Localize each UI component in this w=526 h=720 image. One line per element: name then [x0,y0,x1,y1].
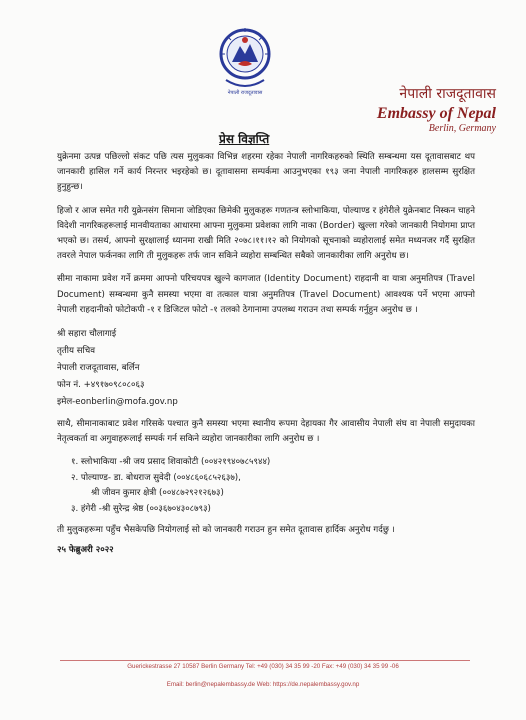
contact-item: २. पोल्याण्ड- डा. बोधराज सुवेदी (००४८६०६८५२६३७), [71,472,241,483]
closing-paragraph: ती मुलुकहरूमा पहुँच भैसकेपछि नियोगलाई सो को जानकारी गराउन हुन समेत दूतावास हार्दिक अनुरोध गर्दछु । [57,525,395,536]
signatory-name: श्री सहारा चौलागाई [57,329,117,340]
footer-divider [60,660,470,661]
embassy-city: Berlin, Germany [428,123,496,134]
document-title: प्रेस विज्ञप्ति [219,132,270,146]
signatory-designation: तृतीय सचिव [57,346,96,357]
contact-list [57,455,475,517]
signatory-email: इमेल-eonberlin@mofa.gov.np [57,397,178,408]
paragraph: हिजो र आज समेत गरी युक्रेनसंग सिमाना जोडिएका छिमेकी मुलुकहरू गणतन्त्र स्लोभाकिया, पोल्याण्ड र हंगेरीले युक्रेनबाट निस्कन चाहने विदेशी नागरिकहरूलाई मानवीयताका आधारमा आफ्ना मुलुकमा प्रवेशका लागि नाका (Border) खुल्ला गरेको जानकारी नियोगमा प्राप्त भएको छ। तसर्थ, आफ्नो सुरक्षालाई ध्यानमा राखी मिति २०७८।११।१२ को नियोगको सूचनाको व्यहोरालाई समेत मध्यनजर गर्दै सुरक्षित तवरले नेपाल फर्कनका लागि ती मुलुकहरू तर्फ जान सकिने व्यहोरा सम्बन्धित सबैको जानकारीका लागि अनुरोध छ। [57,205,475,262]
svg-text:नेपाली राजदूतावास: नेपाली राजदूतावास [227,90,263,96]
document-body [57,150,475,558]
signatory-phone: फोन नं. +४९१७०९८०८०६३ [57,380,145,391]
signatory-block [57,326,475,411]
contact-item: श्री जीवन कुमार क्षेत्री (००४८७२९२१२६७३) [91,488,224,499]
paragraph: साथै, सीमानाकाबाट प्रवेश गरिसके पश्चात कुनै समस्या भएमा स्थानीय रूपमा देहायका गैर आवासीय नेपाली संघ वा नेपाली समुदायका नेतृत्वकर्ता वा अगुवाहरूलाई सम्पर्क गर्न सकिने व्यहोरा जानकारीका लागि अनुरोध छ । [57,419,475,445]
embassy-name-english: Embassy of Nepal [376,105,496,122]
paragraph: युक्रेनमा उत्पन्न पछिल्लो संकट पछि त्यस मुलुकका विभिन्न शहरमा रहेका नेपाली नागरिकहरुको स्थिति सम्बन्धमा यस दूतावासबाट थप जानकारी हासिल गर्ने कार्य निरन्तर भइरहेको छ। दूतावासमा सम्पर्कमा आउनुभएका १९३ जना नेपाली नागरिकहरु हालसम्म सुरक्षित हुनुहुन्छ। [57,152,475,193]
footer-address: Guerickestrasse 27 10587 Berlin Germany Tel: +49 (030) 34 35 99 -20 Fax: +49 (030) 34 35 99 -06 [127,663,399,670]
footer-contact: Email: berlin@nepalembassy.de Web: https://de.nepalembassy.gov.np [166,681,360,688]
contact-item: १. स्लोभाकिया -श्री जय प्रसाद शिवाकोटी (००४२१९४०७८५९४४) [71,457,271,468]
document-date: २५ फेब्रुअरी २०२२ [57,544,114,555]
paragraph: सीमा नाकामा प्रवेश गर्ने क्रममा आफ्नो परिचयपत्र खुल्ने कागजात (Identity Document) राहदानी वा यात्रा अनुमतिपत्र (Travel Document) सम्बन्धमा कुनै समस्या भएमा वा तत्काल यात्रा अनुमतिपत्र (Travel Document) आवश्यक पर्ने भएमा आफ्नो नेपाली राहदानीको फोटोकपी -१ र डिजिटल फोटो -१ तलको ठेगानामा उपलब्ध गराउन तथा सम्पर्क गर्नुहुन अनुरोध छ । [57,274,475,315]
contact-item: ३. हंगेरी -श्री सुरेन्द्र श्रेष्ठ (००३६७०४३०८७९३) [71,503,211,514]
nepal-emblem-icon [214,26,276,96]
embassy-letterhead [377,84,496,134]
signatory-office: नेपाली राजदूतावास, बर्लिन [57,363,140,374]
embassy-name-nepali: नेपाली राजदूतावास [399,86,496,102]
